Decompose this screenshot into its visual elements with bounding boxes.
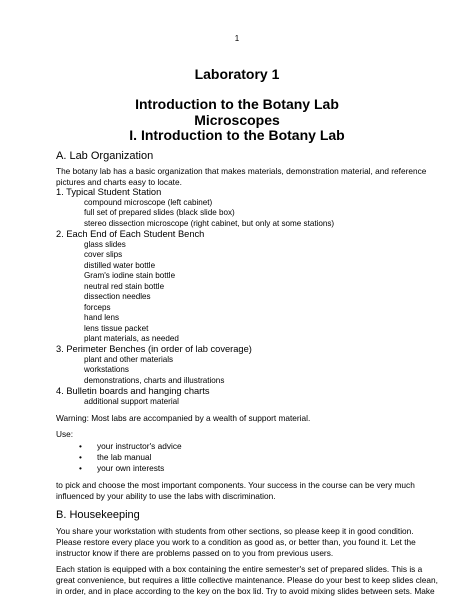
list-item-detail: plant materials, as needed <box>84 334 179 343</box>
station-line-1: Each station is equipped with a box containing the entire semester's set of prepared slides. This is a <box>56 564 423 574</box>
section-heading: I. Introduction to the Botany Lab <box>129 127 345 143</box>
choose-line-2: influenced by your ability to use the labs with discrimination. <box>56 491 276 501</box>
list-item-detail: lens tissue packet <box>84 324 149 333</box>
list-item-detail: Gram's iodine stain bottle <box>84 271 176 280</box>
housekeeping-line-3: instructor know if there are problems passed on to you from previous users. <box>56 548 334 558</box>
doc-title-line-1: Introduction to the Botany Lab <box>135 96 339 112</box>
bullet-glyph: • <box>79 452 82 462</box>
list-item-detail: workstations <box>84 365 129 374</box>
list-item-detail: cover slips <box>84 250 123 259</box>
station-line-2: great convenience, but requires a little collective maintenance. Please do your best to keep slides clean, <box>56 575 438 585</box>
list-item-detail: full set of prepared slides (black slide box) <box>84 208 235 217</box>
housekeeping-line-2: Please restore every place you work to a condition as good as, or better than, you found it. Let the <box>56 537 416 547</box>
bullet-glyph: • <box>79 441 82 451</box>
list-item-detail: compound microscope (left cabinet) <box>84 198 213 207</box>
list-item-detail: additional support material <box>84 397 179 406</box>
list-item-detail: stereo dissection microscope (right cabinet, but only at some stations) <box>84 219 335 228</box>
use-label: Use: <box>56 429 74 439</box>
bullet-item: the lab manual <box>97 452 152 462</box>
list-item-heading: 3. Perimeter Benches (in order of lab coverage) <box>56 344 252 354</box>
intro-line-2: pictures and charts easy to locate. <box>56 177 182 187</box>
list-item-detail: distilled water bottle <box>84 261 156 270</box>
list-item-detail: forceps <box>84 303 111 312</box>
list-item-detail: dissection needles <box>84 292 151 301</box>
subsection-heading-b: B. Housekeeping <box>56 509 140 521</box>
list-item-detail: plant and other materials <box>84 355 174 364</box>
page-number: 1 <box>234 34 240 43</box>
lab-title: Laboratory 1 <box>194 66 280 82</box>
list-item-detail: hand lens <box>84 313 120 322</box>
list-item-heading: 1. Typical Student Station <box>56 187 162 197</box>
list-item-detail: glass slides <box>84 240 126 249</box>
housekeeping-line-1: You share your workstation with students from other sections, so please keep it in good condition. <box>56 526 414 536</box>
list-item-detail: demonstrations, charts and illustrations <box>84 376 225 385</box>
intro-line-1: The botany lab has a basic organization that makes materials, demonstration material, and reference <box>56 166 427 176</box>
bullet-glyph: • <box>79 463 82 473</box>
station-line-3: in order, and in place according to the key on the box lid. Try to avoid mixing slides between sets. Make <box>56 586 435 596</box>
bullet-item: your instructor's advice <box>97 441 182 451</box>
warning-text: Warning: Most labs are accompanied by a wealth of support material. <box>56 413 311 423</box>
bullet-item: your own interests <box>97 463 165 473</box>
choose-line-1: to pick and choose the most important components. Your success in the course can be very much <box>56 480 415 490</box>
list-item-detail: neutral red stain bottle <box>84 282 165 291</box>
subsection-heading-a: A. Lab Organization <box>56 150 154 162</box>
list-item-heading: 2. Each End of Each Student Bench <box>56 229 205 239</box>
doc-title-line-2: Microscopes <box>194 112 280 128</box>
list-item-heading: 4. Bulletin boards and hanging charts <box>56 386 210 396</box>
